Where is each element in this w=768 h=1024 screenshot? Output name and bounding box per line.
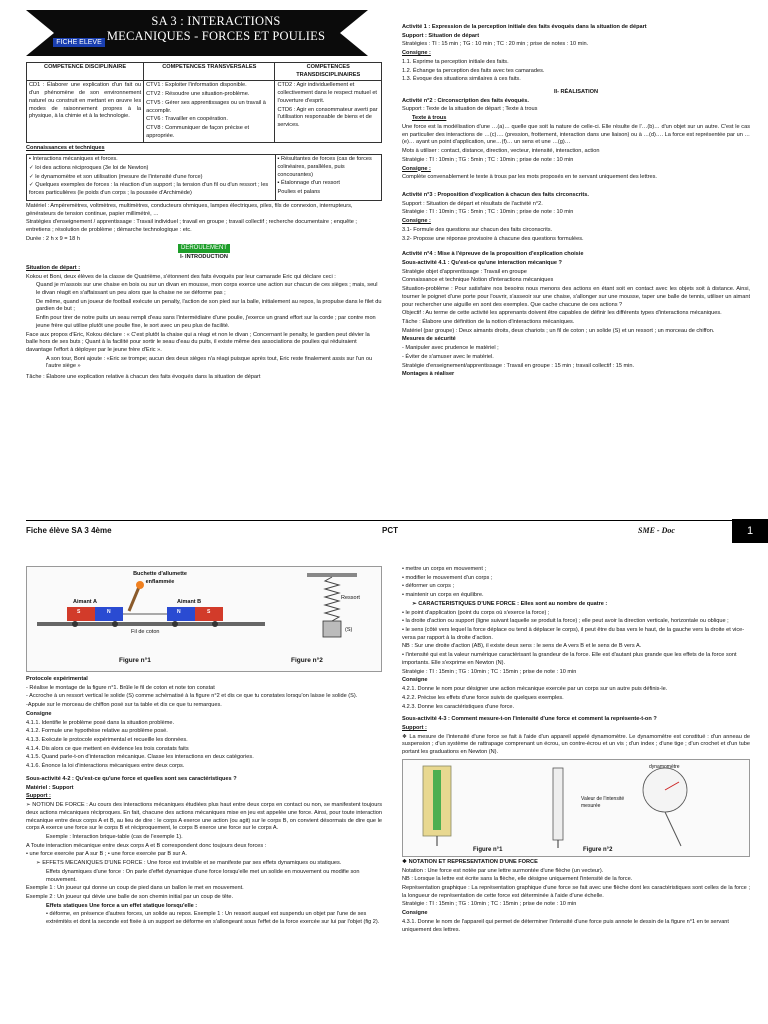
figure-aimants-ressort bbox=[26, 566, 382, 672]
activite-3-consigne: Consigne : bbox=[402, 218, 431, 225]
mots-a-utiliser: Mots à utiliser : contact, distance, direction, vecteur, intensité, interaction, action bbox=[402, 148, 600, 155]
exemple-2: Exemple 2 : Un joueur qui dévie une balle de son chemin initial par un coup de tête. bbox=[26, 893, 234, 900]
ct-cell bbox=[144, 81, 275, 143]
effet-item: • modifier le mouvement d'un corps ; bbox=[402, 574, 493, 581]
caracteristique-item: • l'intensité qui est la valeur numérique caractérisant la grandeur de la force. Elle est d'autant plus grande que les effets de la force sont importants. Elle s'exprime en Newton (N). bbox=[402, 652, 737, 666]
nb-text: NB : Lorsque la lettre est écrite sans la flèche, elle désigne uniquement l'intensité de la force. bbox=[402, 876, 633, 883]
label-valeur-mesuree: Valeur de l'intensité mesurée bbox=[581, 795, 625, 809]
activite-2-support: Support : Texte de la situation de départ ; Texte à trous bbox=[402, 106, 538, 113]
label-ressort: Ressort bbox=[341, 595, 360, 601]
ctd-cell bbox=[275, 81, 382, 143]
fiche-eleve-badge: FICHE ELEVE bbox=[53, 38, 105, 47]
boni-text: A son tour, Boni ajoute : «Eric se trompe; aucun des deux sièges n'a réagi puisque après tout, Eric reste finalement assis sur l'un ou l'autre siège » bbox=[46, 355, 373, 370]
connaissance-item: ✓ loi des actions réciproques (3e loi de Newton) bbox=[29, 164, 149, 171]
consigne-2-title: Consigne bbox=[402, 910, 428, 917]
tache-text: Tâche : Élabore une explication relative à chacun des faits évoqués dans la situation de départ bbox=[26, 374, 261, 381]
figure-dynamometre bbox=[402, 759, 750, 857]
connaissance-item: ▪ Interactions mécaniques et forces. bbox=[29, 156, 118, 163]
sous-activite-43-title: Sous-activité 4-3 : Comment mesure-t-on l'intensité d'une force et comment la représente-t-on ? bbox=[402, 716, 657, 723]
consigne-item: 4.2.2. Précise les effets d'une force suivis de quelques exemples. bbox=[402, 694, 564, 701]
duree-text: Durée : 2 h x 9 = 18 h bbox=[26, 235, 80, 242]
activite-2-strategie: Stratégie : TI : 10min ; TG : 5min ; TC : 10min ; prise de note : 10 min bbox=[402, 156, 574, 163]
notation-text: Notation : Une force est notée par une lettre surmontée d'une flèche (un vecteur). bbox=[402, 867, 604, 874]
connaissance-item: ✓ le dynamomètre et son utilisation (mesure de l'intensité d'une force) bbox=[29, 173, 203, 180]
forces-items: • une force exercée par A sur B ; • une force exercée par B sur A. bbox=[26, 851, 187, 858]
footer-left: Fiche élève SA 3 4ème bbox=[26, 526, 112, 535]
caption-fig-1: Figure n°1 bbox=[473, 846, 503, 853]
situation-probleme: Situation-problème : Pour satisfaire nos besoins nous menons des actions en étant soit en contact avec les objets soit à distance. Ainsi, tourner le poignet d'une porte pour l'ouvrir, s'asseoir sur une chaise, s'allonger sur une mousse, taper une balle de tennis, utiliser un aimant pour rechercher une aiguille en sont des exemples. Que cache chacune de ces actions ? bbox=[402, 286, 750, 308]
texte-a-trous-title: Texte à trous bbox=[412, 115, 447, 122]
activite-3-item: 3.2- Propose une réponse provisoire à chacune des questions formulées. bbox=[402, 235, 584, 242]
objectif: Objectif : Au terme de cette activité les apprenants doivent être capables de définir les différents types d'interactions mécaniques. bbox=[402, 310, 722, 317]
effet-item: • maintenir un corps en équilibre. bbox=[402, 592, 484, 599]
effet-item: • mettre un corps en mouvement ; bbox=[402, 566, 487, 572]
activite-1-title: Activité 1 : Expression de la perception initiale des faits évoqués dans la situation de départ bbox=[402, 24, 647, 30]
caption-figure-1: Figure n°1 bbox=[119, 657, 151, 664]
header-ct: COMPETENCES TRANSVERSALES bbox=[144, 63, 275, 81]
right-column-top bbox=[402, 24, 750, 514]
notion-de-force: ➢ NOTION DE FORCE : Au cours des interactions mécaniques étudiées plus haut entre deux corps en contact ou non, se manifestent toujours deux actions mécaniques réciproques. En fait, chacune des actions mécaniques mise en jeu est appelée une force. Ainsi, pour toute interaction mécanique entre deux corps A et B, au lieu de dire : le corps A exerce une action (ou agit) sur le corps B, on convient désormais de dire que le corps A exerce une force sur le corps B et réciproquement, le corps B exerce une force sur le corps A. bbox=[26, 802, 382, 832]
activite-3-support: Support : Situation de départ et résultats de l'activité n°2. bbox=[402, 200, 543, 207]
activite-1-item: 1.2. Échange ta perception des faits avec tes camarades. bbox=[402, 67, 545, 74]
ct-item: CTV2 : Résoudre une situation-problème. bbox=[146, 91, 250, 98]
ct-item: CTV6 : Travailler en coopération. bbox=[146, 116, 228, 123]
consigne-item: 4.1.2. Formule une hypothèse relative au problème posé. bbox=[26, 728, 168, 735]
realisation-heading: II- RÉALISATION bbox=[553, 89, 599, 96]
connaissance-item: ▪ Étalonnage d'un ressort bbox=[277, 180, 340, 187]
protocole-title: Protocole expérimental bbox=[26, 676, 88, 682]
consigne-item: 4.1.4. Dis alors ce que mettent en évidence les trois constats faits bbox=[26, 745, 189, 752]
left-column-bottom bbox=[26, 566, 382, 1024]
situation-bullet: Enfin pour tirer de notre puits un seau rempli d'eau sans l'intermédiaire d'une poulie, j'exerce un grand effort sur la corde ; par contre mon jeune frère qui utilise plutôt une poulie fixe, le sort avec un peu plus de facilité. bbox=[36, 315, 376, 329]
dynamometre-text: ❖ La mesure de l'intensité d'une force se fait à l'aide d'un appareil appelé dynamomètre. Le dynamomètre est constitué : d'un anneau de suspension ; d'un système de rattrapage comprenant un écrou, un contre-écrou et un vis ; d'un index ; d'une tige ; d'un crochet et d'un tube portant les graduations en Newton (N). bbox=[402, 733, 750, 756]
kokou-text: Face aux propos d'Eric, Kokou déclare : « C'est plutôt la chaise qui a réagi et non le divan ; Concernant le penalty, le gardien peut dévier la balle hors de ses buts ; Quant à la facilité pour sortir le seau d'eau du puits, il existe même des associations de poulies qui réduiraient davantage l'effort à déployer par le jeune frère d'Eric ». bbox=[26, 331, 370, 353]
situation-bullet: De même, quand un joueur de football exécute un penalty, l'action de son pied sur la balle, initialement au repos, la propulse dans le filet du gardien de but ; bbox=[36, 298, 382, 313]
page-footer bbox=[26, 520, 768, 540]
caracteristique-item: • le point d'application (point du corps où s'exerce la force) ; bbox=[402, 609, 550, 616]
mesure-item: - Manipuler avec prudence le matériel ; bbox=[402, 345, 499, 352]
title-line-1: SA 3 : INTERACTIONS bbox=[151, 14, 281, 28]
activite-3-strategie: Stratégie : TI : 10min ; TG : 5min ; TC : 10min ; prise de note : 10 min bbox=[402, 209, 574, 216]
label-fil-coton: Fil de coton bbox=[131, 629, 160, 635]
effet-item: • déformer un corps ; bbox=[402, 583, 455, 590]
label-aimant-a: Aimant A bbox=[73, 599, 97, 605]
situation-bullet: Quand je m'assois sur une chaise en bois ou sur un divan en mousse, mon corps exerce une action sur chacun de ces sièges ; mais, seul le divan réagit en s'affaissant un peu alors que la chaise ne se déforme pas ; bbox=[36, 282, 378, 296]
dynamometre-drawing bbox=[403, 760, 749, 856]
connaissances-right bbox=[275, 155, 382, 201]
strategies-text: Stratégies d'enseignement / apprentissage : Travail individuel ; travail en groupe ; travail collectif ; recherche documentaire ; enquête ; entretiens ; résolution de problème ; démarche technologique : etc. bbox=[26, 219, 357, 233]
consigne-title: Consigne bbox=[26, 710, 52, 717]
consigne-item: 4.1.1. Identifie le problème posé dans la situation problème. bbox=[26, 719, 175, 726]
texte-a-trous: Une force est la modélisation d'une …(a)… quelle que soit la nature de celle-ci. Elle résulte de l'…(b)… d'un objet sur un autre. C'est le cas en particulier des interactions de …(c)…. (pression, frottement, interaction dans une liaison) ou à …(d)…. La force est représentée par un …(e)… ayant un point d'application, une…(f)… un sens et une …(g)… bbox=[402, 123, 750, 146]
exemple-interaction: Exemple : Interaction brique-table (cas de l'exemple 1). bbox=[46, 833, 183, 840]
sous-activite-42-title: Sous-activité 4-2 : Qu'est-ce qu'une force et quelles sont ses caractéristiques ? bbox=[26, 775, 237, 782]
consigne-item: 4.1.6. Énonce la loi d'interactions mécaniques entre deux corps. bbox=[26, 763, 185, 770]
mesure-item: - Éviter de s'amuser avec le matériel. bbox=[402, 353, 494, 360]
protocole-item: - Accroche à un ressort vertical le solide (S) comme schématisé à la figure n°2 et dis ce que tu constates lorsqu'on laisse le solide (S). bbox=[26, 693, 358, 700]
activite-4-title: Activité n°4 : Mise à l'épreuve de la proposition d'explication choisie bbox=[402, 251, 584, 258]
activite-2-consigne-text: Complète convenablement le texte à trous par les mots proposés en te servant uniquement des lettres. bbox=[402, 174, 657, 181]
strategie-enseignement: Stratégie d'enseignement/apprentissage : Travail en groupe : 15 min ; travail collectif : 15 min. bbox=[402, 362, 635, 369]
label-pole: N bbox=[177, 609, 181, 615]
activite-1-consigne: Consigne : bbox=[402, 50, 431, 57]
exemple-1: Exemple 1 : Un joueur qui donne un coup de pied dans un ballon le met en mouvement. bbox=[26, 885, 244, 892]
label-pole: S bbox=[207, 609, 211, 615]
ctd-item: CTD2 : Agir individuellement et collectivement dans le respect mutuel et l'ouverture d'esprit. bbox=[277, 82, 377, 104]
situation-text: Kokou et Boni, deux élèves de la classe de Quatrième, s'étonnent des faits évoqués par leur camarade Eric qui déclare ceci : bbox=[26, 273, 336, 280]
connaissances-left bbox=[27, 155, 276, 201]
mesures-securite: Mesures de sécurité bbox=[402, 336, 456, 343]
sous-activite-43-support: Support : bbox=[402, 724, 427, 731]
label-solide: (S) bbox=[345, 627, 353, 633]
tache: Tâche : Élabore une définition de la notion d'interactions mécaniques. bbox=[402, 319, 575, 325]
left-column-top bbox=[26, 62, 382, 514]
connaissance-item: ✓ Quelques exemples de forces : la réaction d'un support ; la tension d'un fil ou d'un ressort ; les forces particulières (le poids d'un corps ; la poussée d'Archimède) bbox=[29, 182, 269, 197]
introduction-heading: I- INTRODUCTION bbox=[180, 254, 228, 261]
connaissances-title: Connaissances et techniques bbox=[26, 145, 105, 152]
strategie-objet: Stratégie objet d'apprentissage : Travail en groupe bbox=[402, 268, 527, 275]
consigne-item: 4.2.1. Donne le nom pour désigner une action mécanique exercée par un corps sur un autre puis définis-le. bbox=[402, 686, 668, 693]
label-aimant-b: Aimant B bbox=[177, 599, 202, 605]
materiel-text: Matériel : Ampèremètres, voltmètres, multimètres, conducteurs ohmiques, lampes électriques, piles, fils de connexion, interrupteurs, générateurs de tension continue, papier millimétré, … bbox=[26, 202, 353, 217]
sous-activite-41-title: Sous-activité 4.1 : Qu'est-ce qu'une interaction mécanique ? bbox=[402, 259, 562, 266]
ct-item: CTV8 : Communiquer de façon précise et appropriée. bbox=[146, 125, 250, 139]
ct-item: CTV5 : Gérer ses apprentissages ou un travail à accomplir. bbox=[146, 99, 266, 114]
protocole-item: - Réalise le montage de la figure n°1. Brûle le fil de coton et note ton constat bbox=[26, 684, 215, 691]
strategie: Stratégie : TI : 15min ; TG : 10min ; TC : 15min ; prise de note : 10 min bbox=[402, 668, 577, 675]
label-pole: N bbox=[107, 609, 111, 615]
situation-title: Situation de départ : bbox=[26, 264, 81, 271]
sheet-title bbox=[86, 14, 346, 44]
caracteristique-item: • la droite d'action ou support (ligne suivant laquelle se produit la force) ; elle peut avoir la direction verticale, horizontale ou oblique ; bbox=[402, 618, 729, 625]
figure-drawing bbox=[27, 567, 381, 671]
footer-right: SME - Doc bbox=[638, 526, 675, 535]
notation-title: ❖ NOTATION ET REPRESENTATION D'UNE FORCE bbox=[402, 858, 538, 865]
activite-3-item: 3.1- Formule des questions sur chacun des faits circonscrits. bbox=[402, 226, 553, 233]
header-banner bbox=[26, 10, 368, 56]
effets-statiques-text: • déforme, en présence d'autres forces, un solide au repos. Exemple 1 : Un ressort auquel est suspendu un objet par l'une de ses extrémités et dont la seconde est fixée à un support se déforme en s'allongeant sous l'effet de la force exercée sur lui par l'objet (fig 2). bbox=[46, 911, 380, 926]
label-dynamometre: dynamomètre bbox=[649, 763, 680, 770]
deroulement-badge: DEROULEMENT bbox=[178, 244, 230, 252]
consigne-2-text: 4.3.1. Donne le nom de l'appareil qui permet de déterminer l'intensité d'une force puis annote le dessin de la figure n°1 en te servant uniquement des lettres. bbox=[402, 918, 729, 933]
footer-center: PCT bbox=[382, 526, 398, 535]
activite-1-strategies: Stratégies : TI : 15 min ; TG : 10 min ; TC : 20 min ; prise de notes : 10 min. bbox=[402, 41, 589, 48]
caracteristiques-title: ➢ CARACTERISTIQUES D'UNE FORCE : Elles sont au nombre de quatre : bbox=[412, 600, 608, 607]
ct-item: CTV1 : Exploiter l'information disponible. bbox=[146, 82, 247, 89]
activite-2-consigne: Consigne : bbox=[402, 165, 431, 172]
label-pole: S bbox=[77, 609, 81, 615]
protocole-item: -Appuie sur le morceau de chiffon posé sur ta table et dis ce que tu remarques. bbox=[26, 702, 222, 709]
connaissances-table bbox=[26, 154, 382, 201]
caption-fig-2: Figure n°2 bbox=[583, 846, 613, 853]
effets-mecaniques: ➢ EFFETS MECANIQUES D'UNE FORCE : Une force est invisible et se manifeste par ses effets dynamiques ou statiques. bbox=[36, 860, 342, 867]
consigne-item: 4.1.3. Exécute le protocole expérimental et recueille les données. bbox=[26, 737, 188, 744]
ctd-item: CTD6 : Agir en consommateur averti par l'utilisation responsable de biens et de services. bbox=[277, 106, 378, 129]
representation-text: Représentation graphique : La représentation graphique d'une force se fait avec une flèche dont les caractéristiques sont celles de la force ; la longueur de représentation de cette force est déterminée à l'aide d'une échelle. bbox=[402, 884, 750, 899]
effets-dynamiques: Effets dynamiques d'une force : On parle d'effet dynamique d'une force lorsqu'elle met un solide en mouvement ou modifie son mouvement. bbox=[46, 868, 360, 883]
activite-2-title: Activité n°2 : Circonscription des faits évoqués. bbox=[402, 97, 529, 104]
consigne-item: 4.2.3. Donne les caractéristiques d'une force. bbox=[402, 703, 515, 710]
montages-a-realiser: Montages à réaliser bbox=[402, 371, 455, 378]
activite-1-item: 1.3. Évoque des situations similaires à ces faits. bbox=[402, 76, 521, 83]
activite-3-title: Activité n°3 : Proposition d'explication à chacun des faits circonscrits. bbox=[402, 191, 589, 198]
right-column-bottom bbox=[402, 566, 750, 1024]
materiel-groupe: Matériel (par groupe) : Deux aimants droits, deux chariots ; un fil de coton ; un solide (S) et un ressort ; un morceau de chiffon. bbox=[402, 327, 715, 334]
activite-1-support: Support : Situation de départ bbox=[402, 32, 480, 39]
header-cd: COMPETENCE DISCIPLINAIRE bbox=[27, 63, 144, 81]
caption-figure-2: Figure n°2 bbox=[291, 657, 323, 664]
strategie-2: Stratégie : TI : 15min ; TG : 10min ; TC : 15min ; prise de note : 10 min bbox=[402, 901, 577, 908]
title-line-2: MECANIQUES - FORCES ET POULIES bbox=[106, 29, 326, 43]
toujours-deux-forces: A Toute interaction mécanique entre deux corps A et B correspondent donc toujours deux forces : bbox=[26, 842, 267, 849]
consigne-item: 4.1.5. Quand parle-t-on d'interaction mécanique. Classe les interactions en deux catégories. bbox=[26, 754, 254, 761]
page-number: 1 bbox=[732, 519, 768, 543]
activite-1-item: 1.1. Exprime ta perception initiale des faits. bbox=[402, 58, 509, 65]
cd-cell: CD1 : Élaborer une explication d'un fait ou d'un phénomène de son environnement naturel ou construit en mettant en œuvre les modes de raisonnement propres à la physique, à la chimie et à la technologie. bbox=[27, 81, 144, 143]
connaissance-item: Poulies et palans bbox=[277, 189, 321, 196]
competences-table bbox=[26, 62, 382, 143]
sous-activite-42-materiel: Matériel : Support bbox=[26, 784, 74, 791]
deroulement-row bbox=[26, 244, 382, 253]
connaissance-technique: Connaissance et technique Notion d'interactions mécaniques bbox=[402, 277, 554, 284]
sous-activite-42-support: Support : bbox=[26, 793, 51, 800]
header-ctd: COMPETENCES TRANSDISCIPLINAIRES bbox=[275, 63, 382, 81]
caracteristique-item: NB : Sur une droite d'action (AB), il existe deux sens : le sens de A vers B et le sens de B vers A. bbox=[402, 643, 642, 650]
effets-statiques: Effets statiques Une force a un effet statique lorsqu'elle : bbox=[46, 902, 198, 909]
caracteristique-item: • le sens (côté vers lequel la force déplace ou tend à déplacer le corps), il peut être du bas vers le haut, de la gauche vers la droite et vice-versa par rapport à la droite d'action. bbox=[402, 627, 745, 641]
label-allumette: Buchette d'allumette enflammée bbox=[133, 571, 187, 585]
consigne-title: Consigne bbox=[402, 677, 428, 684]
connaissance-item: ▪ Résultantes de forces (cas de forces colinéaires, parallèles, puis concourantes) bbox=[277, 156, 372, 178]
